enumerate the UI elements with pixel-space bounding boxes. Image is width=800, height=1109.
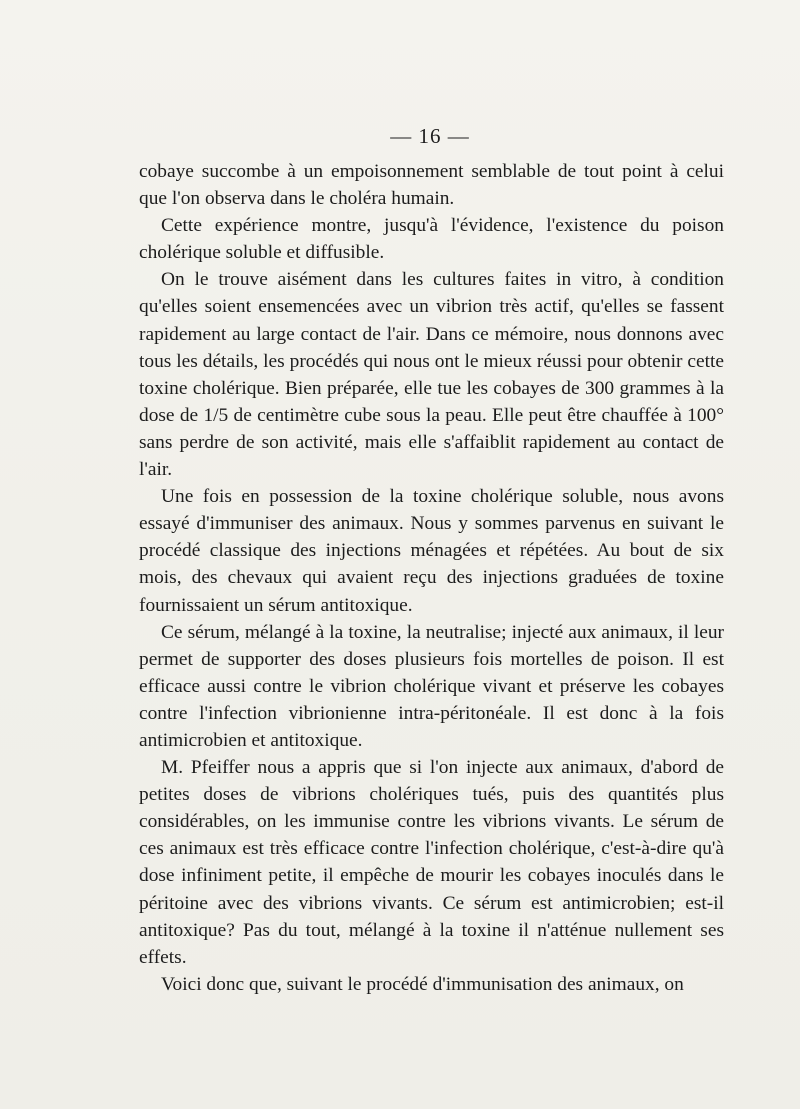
- body-text: [139, 158, 724, 998]
- paragraph-culture: On le trouve aisément dans les cultures faites in vitro, à condition qu'elles soient ensemencées avec un vibrion très actif, qu'elles se fassent rapidement au large contact de l'air. Dans ce mémoire, nous donnons avec tous les détails, les procédés qui nous ont le mieux réussi pour obtenir cette toxine cholérique. Bien préparée, elle tue les cobayes de 300 grammes à la dose de 1/5 de centimètre cube sous la peau. Elle peut être chauffée à 100° sans perdre de son activité, mais elle s'affaiblit rapidement au contact de l'air.: [139, 269, 724, 481]
- paragraph-pfeiffer: M. Pfeiffer nous a appris que si l'on injecte aux animaux, d'abord de petites doses de vibrions cholériques tués, puis des quantités plus considérables, on les immunise contre les vibrions vivants. Le sérum de ces animaux est très efficace contre l'infection cholérique, c'est-à-dire qu'à dose infiniment petite, il empêche de mourir les cobayes inoculés dans le péritoine avec des vibrions vivants. Ce sérum est antimicrobien; est-il antitoxique? Pas du tout, mélangé à la toxine il n'atténue nullement ses effets.: [139, 757, 724, 968]
- paragraph-experience: Cette expérience montre, jusqu'à l'évidence, l'existence du poison cholérique soluble et diffusible.: [139, 215, 724, 264]
- page-number: — 16 —: [390, 124, 470, 148]
- paragraph-voici: Voici donc que, suivant le procédé d'immunisation des animaux, on: [161, 973, 684, 995]
- paragraph-immunisation: Une fois en possession de la toxine cholérique soluble, nous avons essayé d'immuniser des animaux. Nous y sommes parvenus en suivant le procédé classique des injections ménagées et répétées. Au bout de six mois, des chevaux qui avaient reçu des injections graduées de toxine fournissaient un sérum antitoxique.: [139, 486, 724, 616]
- paragraph-serum: Ce sérum, mélangé à la toxine, la neutralise; injecté aux animaux, il leur permet de supporter des doses plusieurs fois mortelles de poison. Il est efficace aussi contre le vibrion cholérique vivant et préserve les cobayes contre l'infection vibrionienne intra-péritonéale. Il est donc à la fois antimicrobien et antitoxique.: [139, 621, 724, 751]
- paragraph-continuation: cobaye succombe à un empoisonnement semblable de tout point à celui que l'on observa dans le choléra humain.: [139, 161, 724, 210]
